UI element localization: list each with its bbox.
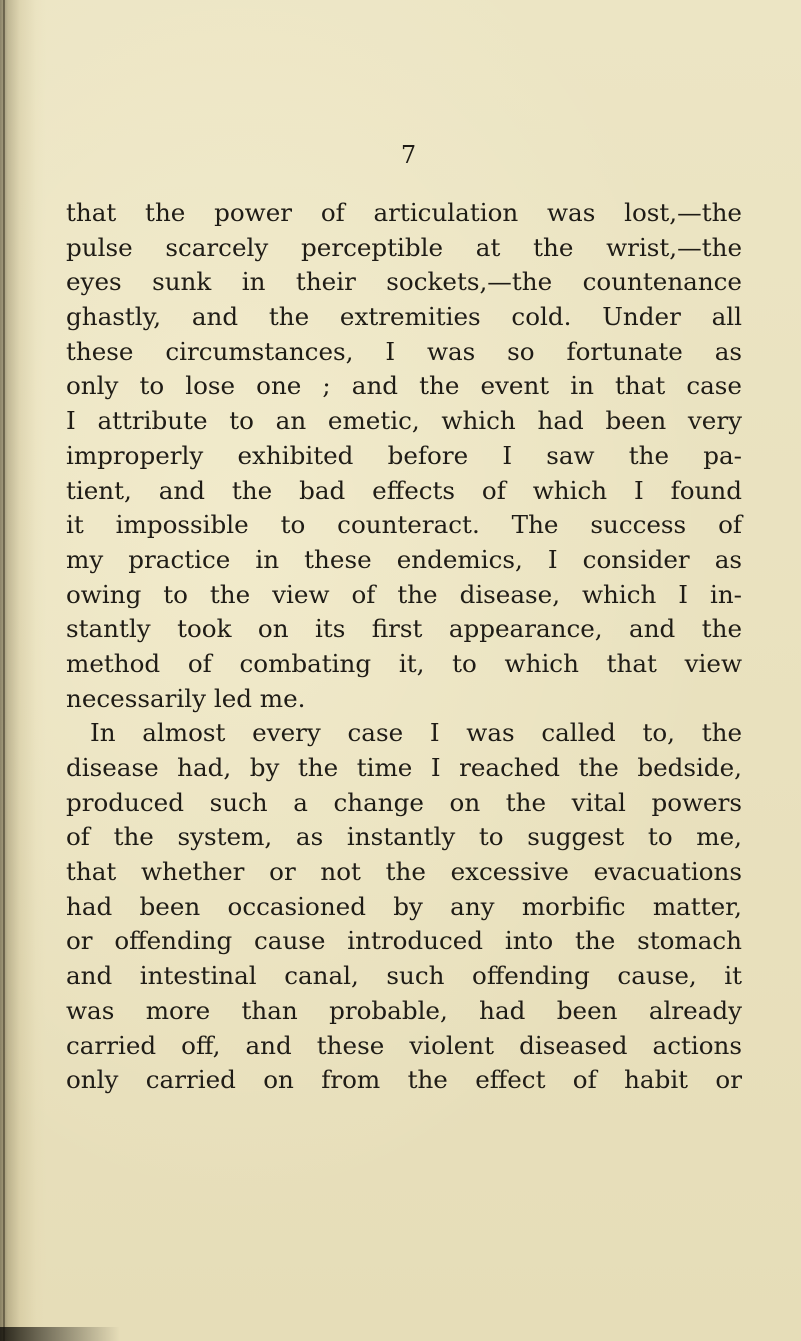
page-number: 7 [400,141,417,169]
text-line: disease had, by the time I reached the bedside, [66,753,742,782]
text-line: these circumstances, I was so fortunate as [66,336,742,366]
text-line: that the power of articulation was lost,—the [66,198,742,227]
text-line: method of combating it, to which that view [66,648,742,678]
text-line: stantly took on its first appearance, and the [66,614,742,644]
text-line: eyes sunk in their sockets,—the countenance [66,267,742,297]
text-line: my practice in these endemics, I consider as [66,544,742,574]
text-line: pulse scarcely perceptible at the wrist,—the [66,232,742,262]
text-line: had been occasioned by any morbific matter, [66,891,742,921]
text-line: and intestinal canal, such offending cause, it [66,961,742,991]
text-line: of the system, as instantly to suggest to me, [66,822,742,852]
text-line: or offending cause introduced into the stomach [66,926,742,956]
text-line: owing to the view of the disease, which I in- [66,579,742,609]
binding-edge [3,0,5,1341]
text-line: only carried on from the effect of habit or [66,1065,742,1095]
text-line: carried off, and these violent diseased actions [66,1030,742,1060]
text-line: I attribute to an emetic, which had been very [66,406,742,436]
page-corner-shadow [0,1327,120,1341]
text-line: improperly exhibited before I saw the pa- [66,440,742,470]
binding-gutter [0,0,46,1341]
text-line: produced such a change on the vital powers [66,787,742,817]
body-text [66,196,742,1098]
text-line: ghastly, and the extremities cold. Under all [66,302,742,332]
text-line: tient, and the bad effects of which I found [66,475,742,505]
text-line: only to lose one ; and the event in that case [66,371,742,401]
paragraph-end-line: necessarily led me. [66,683,306,713]
paragraph-start-line: In almost every case I was called to, the [90,718,742,748]
text-line: was more than probable, had been already [66,995,742,1025]
text-line: it impossible to counteract. The success of [66,510,742,540]
text-line: that whether or not the excessive evacuations [66,857,742,887]
